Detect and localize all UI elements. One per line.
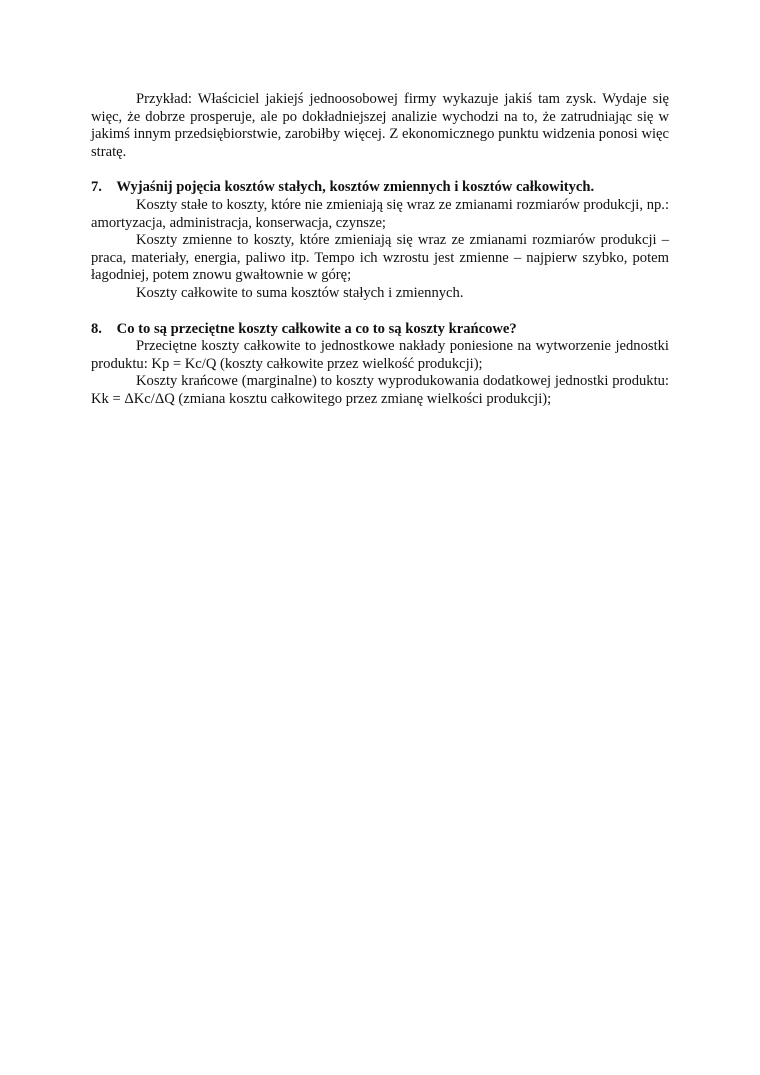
intro-paragraph: Przykład: Właściciel jakiejś jednoosobowej firmy wykazuje jakiś tam zysk. Wydaje się więc, że dobrze prosperuje, ale po dokładniejszej analizie wychodzi na to, że zatrudniając się w jakimś innym przedsiębiorstwie, zarobiłby więcej. Z ekonomicznego punktu widzenia ponosi więc stratę. [91,91,669,160]
paragraph-variable-costs: Koszty zmienne to koszty, które zmieniają się wraz ze zmianami rozmiarów produkcji – praca, materiały, energia, paliwo itp. Tempo ich wzrostu jest zmienne – najpierw szybko, potem łagodniej, potem znowu gwałtownie w górę; [91,232,669,284]
paragraph-fixed-costs: Koszty stałe to koszty, które nie zmieniają się wraz ze zmianami rozmiarów produkcji, np.: amortyzacja, administracja, konserwacja, czynsze; [91,196,669,231]
section-8 [91,321,669,409]
paragraph-marginal-costs: Koszty krańcowe (marginalne) to koszty wyprodukowania dodatkowej jednostki produktu: Kk = ΔKc/ΔQ (zmiana kosztu całkowitego przez zmianę wielkości produkcji); [91,373,669,407]
document-page [91,91,669,409]
paragraph-total-costs: Koszty całkowite to suma kosztów stałych i zmiennych. [136,284,464,301]
section-title: Wyjaśnij pojęcia kosztów stałych, kosztów zmiennych i kosztów całkowitych. [116,179,595,196]
section-title: Co to są przeciętne koszty całkowite a co to są koszty krańcowe? [116,320,517,337]
section-heading [91,321,669,339]
section-number: 7. [91,179,102,196]
section-heading [91,179,669,197]
section-number: 8. [91,320,102,337]
paragraph-average-costs: Przeciętne koszty całkowite to jednostkowe nakłady poniesione na wytworzenie jednostki produktu: Kp = Kc/Q (koszty całkowite przez wielkość produkcji); [91,338,669,372]
section-7 [91,179,669,302]
